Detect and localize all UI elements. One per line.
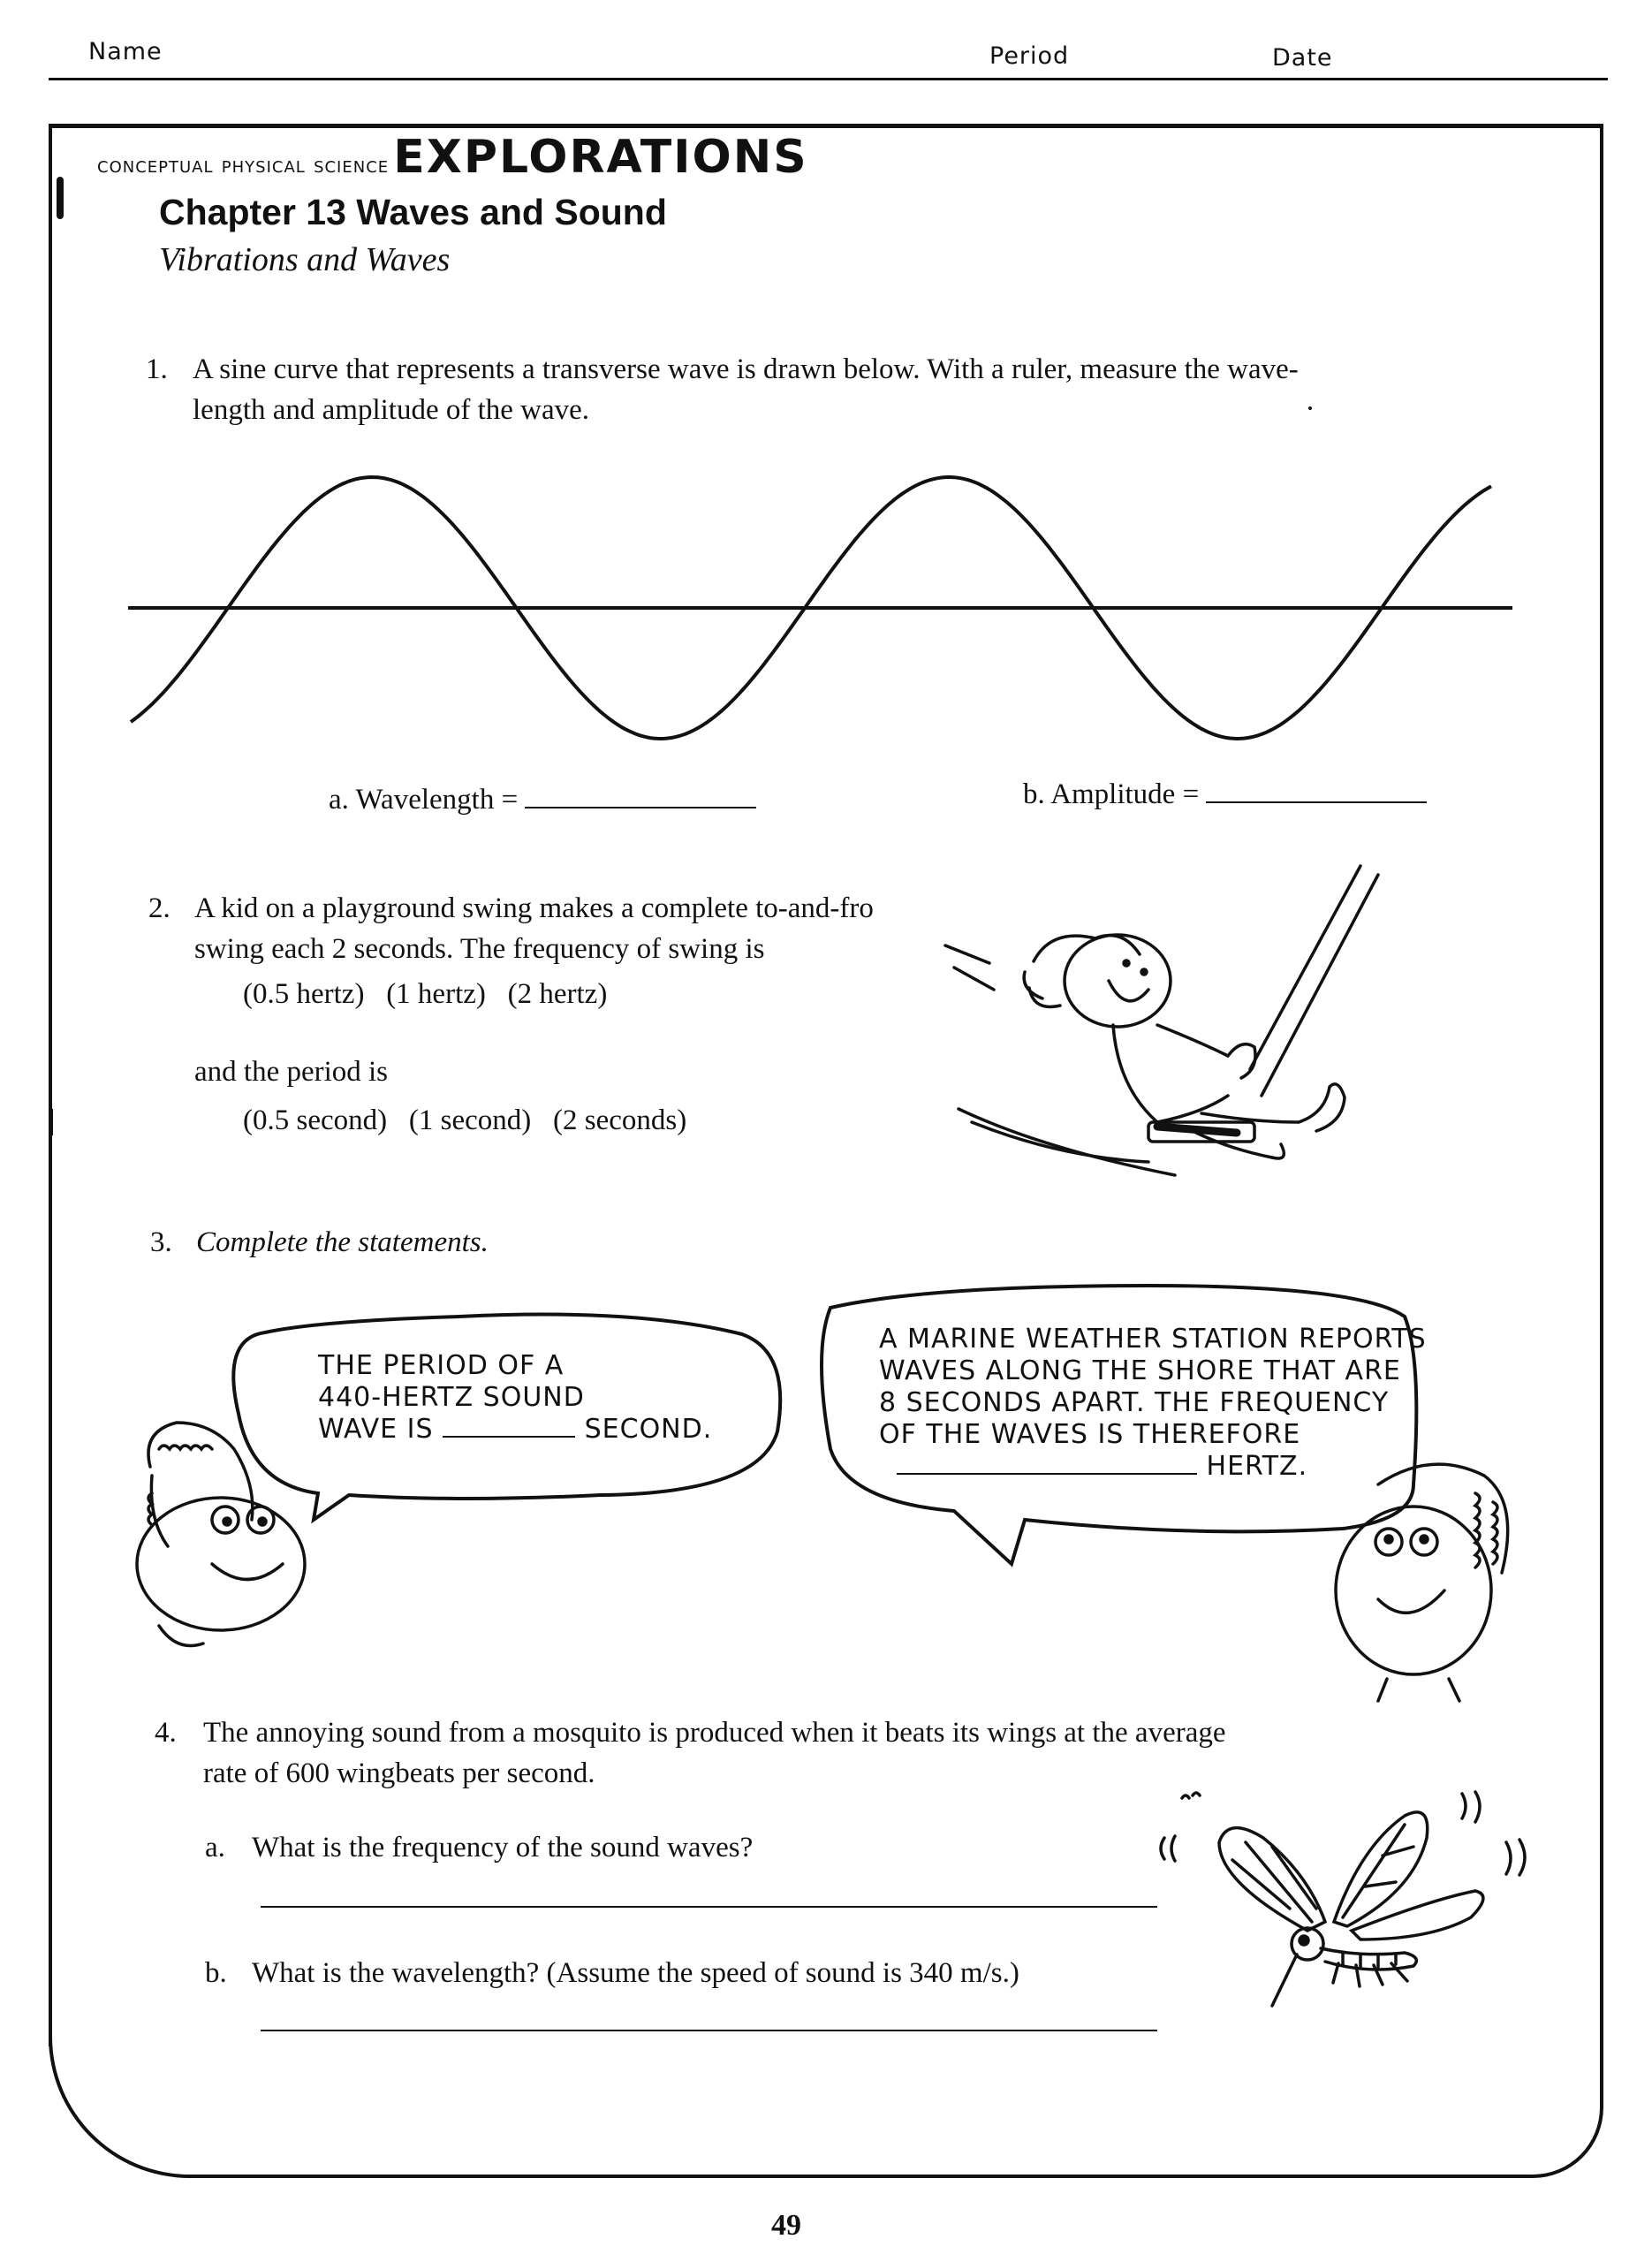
- right-bubble-line5: [879, 1451, 1427, 1483]
- q4b-label: b.: [205, 1957, 227, 1989]
- q2-number: 2.: [148, 892, 171, 924]
- name-label: Name: [88, 38, 163, 65]
- left-bubble-line: 440-HERTZ SOUND: [318, 1382, 585, 1413]
- left-bubble-line3-b: SECOND.: [584, 1414, 713, 1445]
- q4a-text: What is the frequency of the sound waves?: [252, 1832, 754, 1863]
- left-bubble-line3: [318, 1414, 712, 1446]
- q3-number: 3.: [150, 1226, 172, 1258]
- page-number: 49: [771, 2209, 801, 2242]
- q2-text-line1: A kid on a playground swing makes a complete to-and-fro: [194, 892, 874, 924]
- freq-option[interactable]: (2 hertz): [507, 978, 608, 1010]
- q4b-answer-line[interactable]: [261, 2030, 1157, 2031]
- q4-text-line2: rate of 600 wingbeats per second.: [203, 1757, 595, 1789]
- freq-option[interactable]: (0.5 hertz): [243, 978, 365, 1010]
- left-child-face: [137, 1423, 305, 1646]
- q4-text-line1: The annoying sound from a mosquito is produced when it beats its wings at the average: [203, 1717, 1226, 1749]
- left-bubble-line: THE PERIOD OF A: [318, 1350, 565, 1381]
- right-bubble-line: OF THE WAVES IS THEREFORE: [879, 1419, 1301, 1450]
- date-label: Date: [1272, 44, 1333, 72]
- period-option[interactable]: (0.5 second): [243, 1104, 388, 1136]
- mosquito-illustration: [1148, 1776, 1564, 2015]
- right-bubble-line: WAVES ALONG THE SHORE THAT ARE: [879, 1355, 1401, 1386]
- period-label: Period: [989, 42, 1070, 70]
- wavelength-label: a. Wavelength =: [329, 784, 519, 816]
- section-title: Vibrations and Waves: [159, 241, 451, 278]
- q4a-answer-line[interactable]: [261, 1906, 1157, 1908]
- frequency-answer-blank[interactable]: [897, 1473, 1197, 1475]
- binding-mark: [49, 2023, 52, 2046]
- q3-text: Complete the statements.: [196, 1226, 489, 1258]
- amplitude-label: b. Amplitude =: [1023, 778, 1200, 810]
- q2-text-line2: swing each 2 seconds. The frequency of swing is: [194, 933, 765, 965]
- freq-option[interactable]: (1 hertz): [386, 978, 486, 1010]
- q2-period-intro: and the period is: [194, 1056, 389, 1088]
- left-bubble-text: [318, 1350, 712, 1446]
- period-option[interactable]: (2 seconds): [553, 1104, 687, 1136]
- q4-number: 4.: [155, 1717, 177, 1749]
- right-bubble-line: 8 SECONDS APART. THE FREQUENCY: [879, 1387, 1390, 1418]
- q1-text-line1: A sine curve that represents a transverse wave is drawn below. With a ruler, measure the wave-: [193, 353, 1299, 385]
- series-name: conceptual physical science: [97, 152, 390, 178]
- period-option[interactable]: (1 second): [408, 1104, 532, 1136]
- q4b-text: What is the wavelength? (Assume the speed of sound is 340 m/s.): [252, 1957, 1019, 1989]
- period-answer-blank[interactable]: [443, 1436, 575, 1438]
- right-bubble-line: A MARINE WEATHER STATION REPORTS: [879, 1324, 1427, 1355]
- q1-number: 1.: [146, 353, 168, 385]
- right-bubble-text: [879, 1324, 1427, 1483]
- left-bubble-line3-a: WAVE IS: [318, 1414, 434, 1445]
- brand-title: EXPLORATIONS: [393, 131, 808, 184]
- q4a-label: a.: [205, 1832, 225, 1863]
- right-child-face: [1336, 1464, 1508, 1701]
- right-bubble-line5-text: HERTZ.: [1206, 1451, 1308, 1482]
- q1-text-line2: length and amplitude of the wave.: [193, 394, 590, 426]
- chapter-title: Chapter 13 Waves and Sound: [159, 192, 667, 232]
